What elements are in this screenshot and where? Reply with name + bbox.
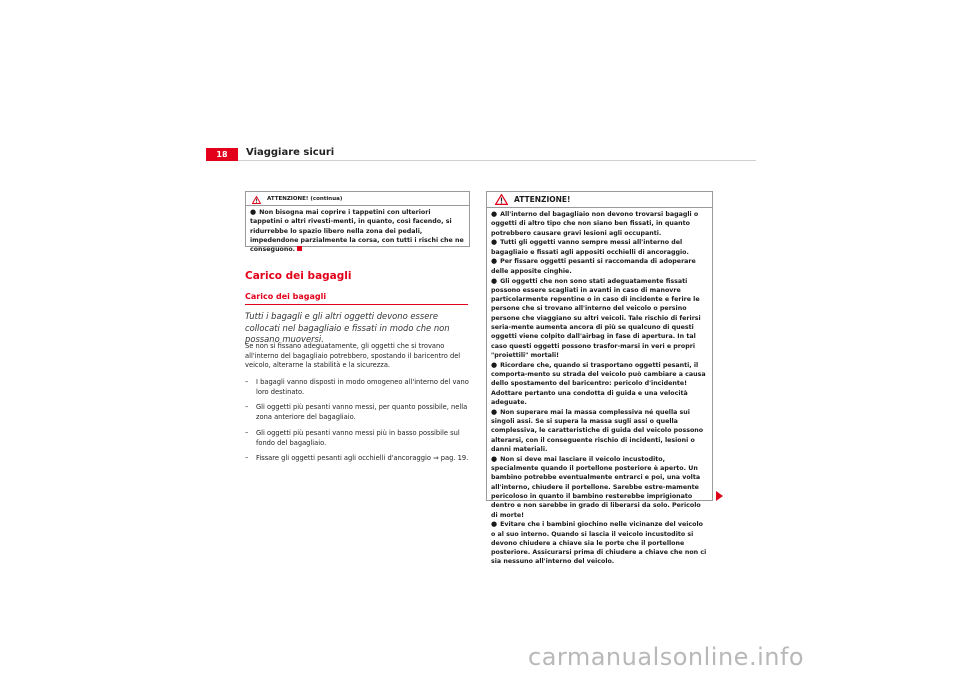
warning-triangle-icon — [252, 189, 261, 208]
list-item: – Gli oggetti più pesanti vanno messi più in basso possibile sul fondo del bagagliaio. — [245, 428, 460, 447]
warning-box-header — [246, 192, 469, 206]
watermark: carmanualsonline.info — [528, 643, 805, 671]
bullet-icon: ● — [491, 360, 498, 369]
list-item: – Gli oggetti più pesanti vanno messi, per quanto possibile, nella zona anteriore del bagagliaio. — [245, 403, 468, 422]
warning-item: ● Non bisogna mai coprire i tappetini con ulteriori tappetini o altri rivesti-menti, in quanto, così facendo, si ridurrebbe lo spazio libero nella zona dei pedali, impedendone parzialmente la corsa, con tutti i rischi che ne conseguono. — [250, 208, 464, 254]
warning-item: ● Evitare che i bambini giochino nelle vicinanze del veicolo o al suo interno. Quando si lascia il veicolo incustodito si devono chiudere a chiave sia le porte che il portellone posteriore. Assicurarsi prima di chiudere a chiave che non ci sia nessuno all'interno del veicolo. — [491, 520, 707, 566]
red-square-end-icon — [297, 246, 302, 251]
warning-item: ● Gli oggetti che non sono stati adeguatamente fissati possono essere scagliati in avanti in caso di manovre particolarmente repentine o in caso di incidente e ferire le persone che si trovano all'interno del veicolo o persino persone che viaggiano su altri veicoli. Tale rischio di ferirsi seria-mente aumenta ancora di più se qualcuno di questi oggetti viene colpito dall'airbag in fase di apertura. In tal caso questi oggetti possono trasfor-marsi in veri e propri "proiettili" mortali! — [491, 276, 701, 359]
sub-heading: Carico dei bagagli — [245, 292, 327, 301]
section-heading: Carico dei bagagli — [245, 270, 352, 282]
list-item: – Fissare gli oggetti pesanti agli occhielli d'ancoraggio ⇒ pag. 19. — [245, 454, 469, 463]
instruction-list — [245, 378, 473, 470]
warning-item: ● Non superare mai la massa complessiva né quella sui singoli assi. Se si supera la massa sugli assi o quella complessiva, le caratteristiche di guida del veicolo possono alterarsi, con il conseguente rischio di incidenti, lesioni o danni materiali. — [491, 407, 704, 453]
bullet-icon: ● — [491, 276, 498, 285]
warning-item: ● Ricordare che, quando si trasportano oggetti pesanti, il comporta-mento su strada del veicolo può cambiare a causa dello spostamento del baricentro: pericolo d'incidente! Adottare pertanto una condotta di guida e una velocità adeguate. — [491, 360, 706, 406]
bullet-icon: ● — [491, 520, 498, 529]
lead-paragraph: Tutti i bagagli e gli altri oggetti devono essere collocati nel bagagliaio e fissati in modo che non possano muoversi. — [245, 311, 450, 344]
warning-box-continued — [245, 191, 470, 254]
warning-item: ● Tutti gli oggetti vanno sempre messi all'interno del bagagliaio e fissati agli appositi occhielli di ancoraggio. — [491, 238, 689, 256]
warning-item: ● Non si deve mai lasciare il veicolo incustodito, specialmente quando il portellone posteriore è aperto. Un bambino potrebbe eventualmente entrarci e poi, una volta all'interno, chiudere il portellone. Sarebbe estre-mamente pericoloso in quanto il bambino resterebbe imprigionato dentro e non sarebbe in grado di liberarsi da solo. Pericolo di morte! — [491, 454, 701, 519]
page-number: 18 — [206, 148, 238, 161]
warning-triangle-icon — [495, 190, 508, 209]
warning-item: ● All'interno del bagagliaio non devono trovarsi bagagli o oggetti di altro tipo che non siano ben fissati, in quanto potrebbero causare gravi lesioni agli occupanti. — [491, 210, 699, 237]
warning-title: ATTENZIONE! (continua) — [267, 195, 343, 202]
header-rule — [206, 160, 756, 161]
running-title: Viaggiare sicuri — [246, 147, 335, 158]
warning-body — [487, 208, 712, 571]
sub-heading-rule — [245, 304, 468, 305]
bullet-icon: ● — [491, 257, 498, 266]
list-item: – I bagagli vanno disposti in modo omogeneo all'interno del vano loro destinato. — [245, 378, 469, 396]
bullet-icon: ● — [491, 210, 498, 218]
warning-body — [246, 206, 469, 258]
intro-paragraph: Se non si fissano adeguatamente, gli oggetti che si trovano all'interno del bagagliaio potrebbero, spostando il baricentro del veicolo, alterarne la stabilità e la sicurezza. — [245, 342, 461, 370]
bullet-icon: ● — [491, 454, 498, 463]
bullet-icon: ● — [491, 238, 498, 247]
bullet-icon: ● — [250, 208, 257, 216]
warning-item: ● Per fissare oggetti pesanti si raccomanda di adoperare delle apposite cinghie. — [491, 257, 696, 275]
warning-box — [486, 191, 713, 566]
continue-arrow-icon — [716, 491, 723, 501]
warning-box-header — [487, 192, 712, 208]
bullet-icon: ● — [491, 407, 498, 416]
warning-title: ATTENZIONE! — [514, 195, 571, 204]
